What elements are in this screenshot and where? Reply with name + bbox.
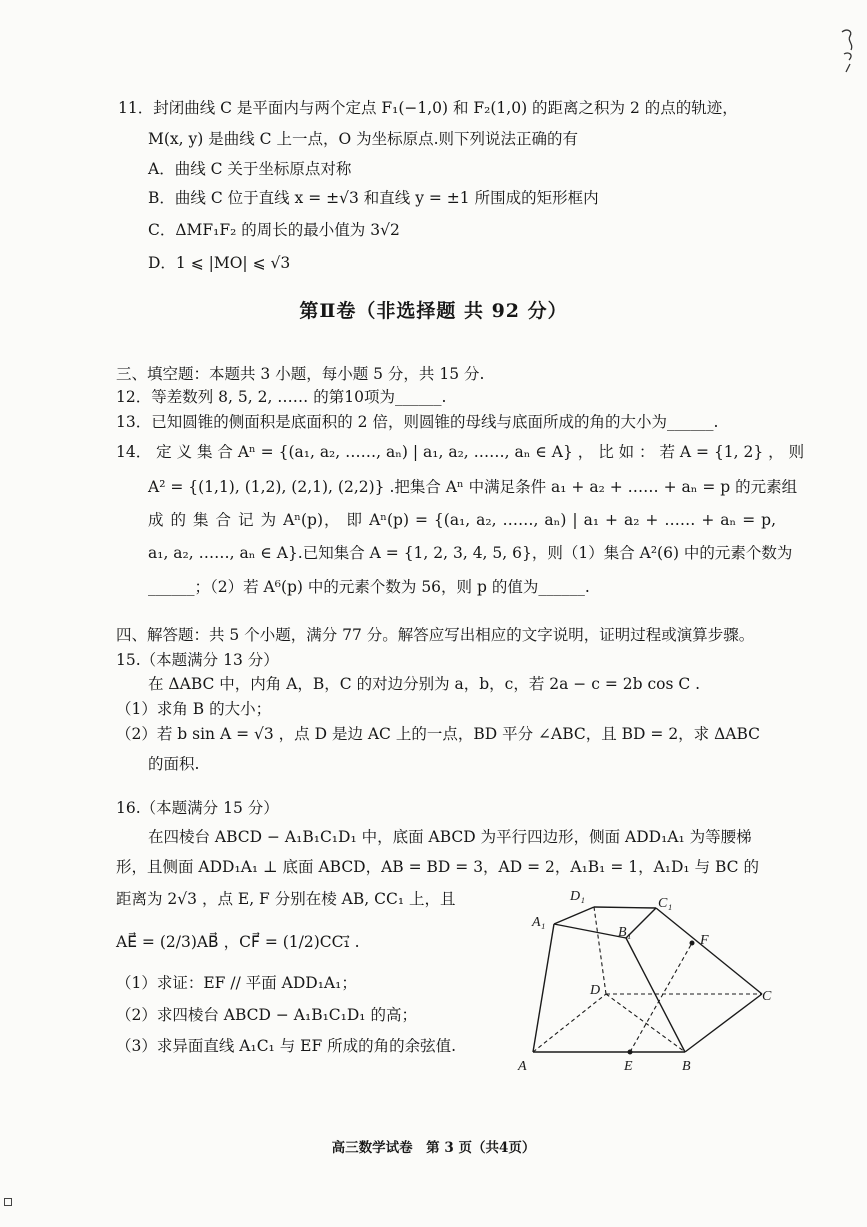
edge-ad [533,994,606,1052]
label-b: B [682,1059,691,1074]
section-2-title: 第Ⅱ卷（非选择题 共 92 分） [299,300,568,322]
q15-title: 15.（本题满分 13 分） [116,651,279,669]
q16-part3: （3）求异面直线 A₁C₁ 与 EF 所成的角的余弦值. [116,1037,457,1055]
edge-d1c1 [594,907,656,908]
q14-line4: a₁, a₂, ……, aₙ ∈ A}.已知集合 A = {1, 2, 3, 4, 5, 6}，则（1）集合 A²(6) 中的元素个数为 [148,544,793,562]
q16-vectors: AE⃗ = (2/3)AB⃗ ，CF⃗ = (1/2)CC₁⃗ . [116,933,360,951]
label-c: C [762,989,772,1004]
q11-option-c: C．ΔMF₁F₂ 的周长的最小值为 3√2 [148,221,400,239]
edge-cc1 [656,908,762,994]
q16-line1: 在四棱台 ABCD − A₁B₁C₁D₁ 中，底面 ABCD 为平行四边形，侧面 ADD₁A₁ 为等腰梯 [148,828,752,846]
label-a1: A₁ [532,915,546,930]
edge-db [606,994,685,1052]
q11-option-d: D．1 ⩽ |MO| ⩽ √3 [148,254,291,272]
q15-stem: 在 ΔABC 中，内角 A，B，C 的对边分别为 a，b，c，若 2a − c = 2b cos C . [148,675,701,693]
label-c1: C₁ [658,896,673,911]
label-f: F [700,933,709,948]
q16-line2: 形，且侧面 ADD₁A₁ ⊥ 底面 ABCD，AB = BD = 3，AD = 2，A₁B₁ = 1，A₁D₁ 与 BC 的 [116,858,759,876]
edge-aa1 [533,924,554,1052]
q14-line3: 成 的 集 合 记 为 Aⁿ(p)， 即 Aⁿ(p) = {(a₁, a₂, ……, aₙ) | a₁ + a₂ + …… + aₙ = p, [148,511,776,529]
q11-option-a: A．曲线 C 关于坐标原点对称 [148,160,352,178]
q16-part1: （1）求证：EF // 平面 ADD₁A₁； [116,974,357,992]
q14-line5: ______；（2）若 A⁶(p) 中的元素个数为 56，则 p 的值为______. [148,578,590,596]
scan-corner-mark [4,1198,12,1206]
q15-part2: （2）若 b sin A = √3 ，点 D 是边 AC 上的一点，BD 平分 ∠ABC，且 BD = 2，求 ΔABC [116,725,761,743]
label-b1: B₁ [618,925,632,940]
point-f [690,941,695,946]
part4-header: 四、解答题：共 5 个小题，满分 77 分。解答应写出相应的文字说明，证明过程或演算步骤。 [116,626,755,644]
q11-line1: 11．封闭曲线 C 是平面内与两个定点 F₁(−1,0) 和 F₂(1,0) 的距离之积为 2 的点的轨迹， [118,99,738,117]
label-e: E [624,1059,633,1074]
edge-a1d1 [554,907,594,924]
edge-bc [685,994,762,1052]
q12: 12．等差数列 8, 5, 2, …… 的第10项为______. [116,388,447,406]
q13: 13．已知圆锥的侧面积是底面积的 2 倍，则圆锥的母线与底面所成的角的大小为______. [116,413,719,431]
frustum-figure [510,880,800,1080]
label-d1: D₁ [570,889,585,904]
segment-ef [630,943,692,1052]
label-d: D [590,983,601,998]
q11-option-b: B．曲线 C 位于直线 x = ±√3 和直线 y = ±1 所围成的矩形框内 [148,189,599,207]
handwriting-mark-icon [838,26,858,74]
q14-line2: A² = {(1,1), (1,2), (2,1), (2,2)} .把集合 Aⁿ 中满足条件 a₁ + a₂ + …… + aₙ = p 的元素组 [148,478,798,496]
label-a: A [518,1059,527,1074]
q15-part2-cont: 的面积. [148,755,200,773]
edge-b1a1 [554,924,626,938]
q16-part2: （2）求四棱台 ABCD − A₁B₁C₁D₁ 的高； [116,1006,417,1024]
q14-line1: 14． 定 义 集 合 Aⁿ = {(a₁, a₂, ……, aₙ) | a₁, a₂, ……, aₙ ∈ A} ， 比 如 ： 若 A = {1, 2} ， 则 [116,443,805,461]
edge-bb1 [626,938,685,1052]
point-e [628,1050,633,1055]
q15-part1: （1）求角 B 的大小； [116,700,272,718]
q16-title: 16.（本题满分 15 分） [116,799,279,817]
q16-line3: 距离为 2√3 ，点 E, F 分别在棱 AB, CC₁ 上，且 [116,890,456,908]
page-footer: 高三数学试卷 第 3 页（共4页） [331,1140,536,1156]
part3-header: 三、填空题：本题共 3 小题，每小题 5 分，共 15 分. [116,365,485,383]
q11-line2: M(x, y) 是曲线 C 上一点，O 为坐标原点.则下列说法正确的有 [148,130,579,148]
edge-dd1 [594,907,606,994]
